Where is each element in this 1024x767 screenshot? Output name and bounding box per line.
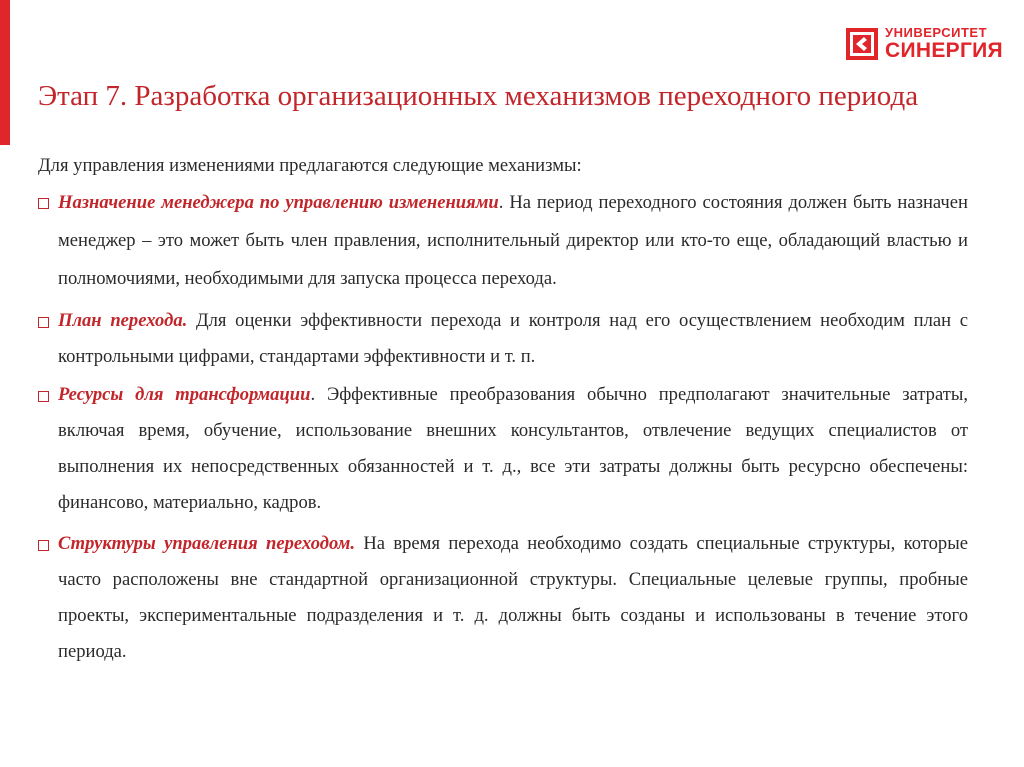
checkbox-bullet-icon (38, 198, 49, 209)
bullet-text (58, 526, 968, 670)
accent-bar (0, 0, 10, 145)
list-item (38, 526, 968, 670)
bullet-text (58, 377, 968, 521)
university-logo (846, 26, 1003, 61)
logo-line-university: УНИВЕРСИТЕТ (885, 25, 988, 40)
checkbox-bullet-icon (38, 540, 49, 551)
intro-text: Для управления изменениями предлагаются следующие механизмы: (38, 155, 582, 176)
bullet-text (58, 184, 968, 298)
bullet-term: План перехода. (58, 310, 188, 331)
checkbox-bullet-icon (38, 317, 49, 328)
bullet-term: Назначение менеджера по управлению изменениями (58, 192, 499, 213)
slide-body (38, 148, 968, 670)
bullet-term: Структуры управления переходом. (58, 533, 355, 554)
bullet-description: . На период переходного состояния должен быть назначен менеджер – это может быть член правления, исполнительный директор или кто-то еще, обладающий властью и полномочиями, необходимыми для запуска процесса перехода. (58, 192, 968, 289)
bullet-description: . Эффективные преобразования обычно предполагают значительные затраты, включая время, обучение, использование внешних консультантов, отвлечение ведущих специалистов от выполнения их непосредственных обязанностей и т. д., все эти затраты должны быть ресурсно обеспечены: финансово, материально, кадров. (58, 384, 969, 513)
slide-title: Этап 7. Разработка организационных механизмов переходного периода (38, 80, 919, 112)
list-item (38, 303, 968, 375)
list-item (38, 184, 968, 298)
checkbox-bullet-icon (38, 391, 49, 402)
synergy-logo-icon (846, 28, 878, 60)
bullet-description: На время перехода необходимо создать специальные структуры, которые часто расположены вне стандартной организационной структуры. Специальные целевые группы, пробные проекты, экспериментальные подразделения и т. д. должны быть созданы и использованы в течение этого периода. (58, 533, 968, 662)
bullet-description: Для оценки эффективности перехода и контроля над его осуществлением необходим план с контрольными цифрами, стандартами эффективности и т. п. (58, 310, 969, 367)
logo-line-synergy: СИНЕРГИЯ (885, 39, 1003, 62)
list-item (38, 377, 968, 521)
logo-wordmark (885, 26, 1003, 61)
bullet-text (58, 303, 968, 375)
bullet-term: Ресурсы для трансформации (58, 384, 311, 405)
